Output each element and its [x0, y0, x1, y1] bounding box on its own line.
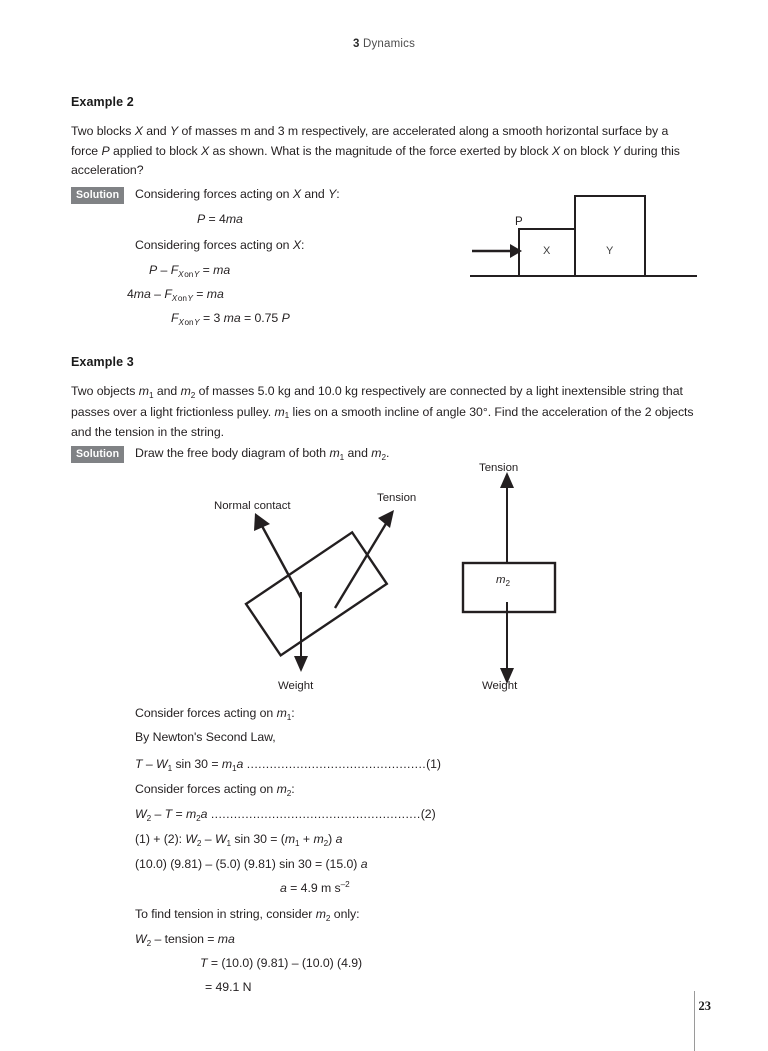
- example-3-title: Example 3: [71, 355, 134, 369]
- example-3-solution-intro: Draw the free body diagram of both $m_1$ and $m_2$.: [135, 446, 390, 462]
- incline-weight-label: Weight: [278, 680, 314, 692]
- incline-block-rect: [246, 532, 387, 655]
- weight-arrow-head: [294, 656, 308, 672]
- example-3-work-10: $W_2$ – tension = ma: [135, 932, 235, 948]
- example-2-solution-badge: Solution: [71, 187, 124, 204]
- chapter-number: 3: [352, 38, 360, 50]
- example-3-work-6: (1) + (2): $W_2 - W_1$ $\sin 30 = (m_1 + m_2)$ a: [135, 832, 343, 848]
- page-number: 23: [698, 999, 711, 1013]
- fbd-incline-figure: [200, 480, 450, 695]
- example-3-work-5: $W_2 - T = m_2a$ .......................................................(2): [135, 807, 436, 823]
- example-2-step-4: P – $F_{X on Y}$ = ma: [149, 263, 231, 279]
- block-y-label: Y: [606, 245, 614, 257]
- fbd-hanging-figure: [455, 462, 585, 697]
- hanging-tension-arrow-head: [500, 472, 514, 488]
- example-3-work-11: T = (10.0) (9.81) – (10.0) (4.9): [200, 956, 363, 970]
- example-2-title: Example 2: [71, 95, 134, 109]
- example-2-block-figure: [466, 190, 701, 285]
- example-2-step-2: P = 4ma: [197, 212, 243, 226]
- running-header: [0, 38, 768, 50]
- example-3-work-9: To find tension in string, consider $m_2$ only:: [135, 907, 360, 923]
- example-3-question: Two objects $m_1$ and $m_2$ of masses 5.0 kg and 10.0 kg respectively are connected by a light inextensible string that passes over a light frictionless pulley. $m_1$ lies on a smooth incline of angle 30°. Find the acceleration of the 2 objects and the tension in the string.: [71, 384, 694, 440]
- example-3-work-1: Consider forces acting on $m_1$:: [135, 706, 295, 722]
- hanging-tension-label: Tension: [479, 462, 519, 474]
- example-2-step-1: Considering forces acting on X and Y:: [135, 187, 340, 201]
- normal-contact-label: Normal contact: [214, 500, 291, 512]
- example-3-work-3: T – $W_1$ $\sin 30 = m_1a$ ...............................................(1): [135, 757, 441, 773]
- example-3-work-2: By Newton's Second Law,: [135, 730, 276, 744]
- block-y-rect: [575, 196, 645, 276]
- force-label-p: P: [515, 216, 523, 228]
- hanging-mass-label: $m_2$: [496, 574, 511, 588]
- chapter-title: Dynamics: [362, 38, 416, 50]
- hanging-weight-label: Weight: [482, 680, 518, 692]
- folio-rule: [694, 991, 695, 1051]
- example-3-work-12: = 49.1 N: [205, 980, 252, 994]
- example-2-step-6: $F_{X on Y} = 3$ ma = 0.75 P: [171, 311, 290, 327]
- example-3-work-8: a = 4.9 m $s^{-2}$: [280, 880, 350, 895]
- example-2-step-5: $4ma - F_{X on Y}$ = ma: [127, 287, 224, 303]
- example-2-step-3: Considering forces acting on X:: [135, 238, 305, 252]
- example-3-solution-badge: Solution: [71, 446, 124, 463]
- example-3-work-7: (10.0) (9.81) – (5.0) (9.81) sin 30 = (15.0) a: [135, 857, 368, 871]
- example-2-question: Two blocks X and Y of masses m and 3 m respectively, are accelerated along a smooth horizontal surface by a force P applied to block X as shown. What is the magnitude of the force exerted by block X on block Y during this acceleration?: [71, 124, 680, 178]
- example-3-work-4: Consider forces acting on $m_2$:: [135, 782, 295, 798]
- incline-tension-label: Tension: [377, 492, 417, 504]
- block-x-label: X: [543, 245, 551, 257]
